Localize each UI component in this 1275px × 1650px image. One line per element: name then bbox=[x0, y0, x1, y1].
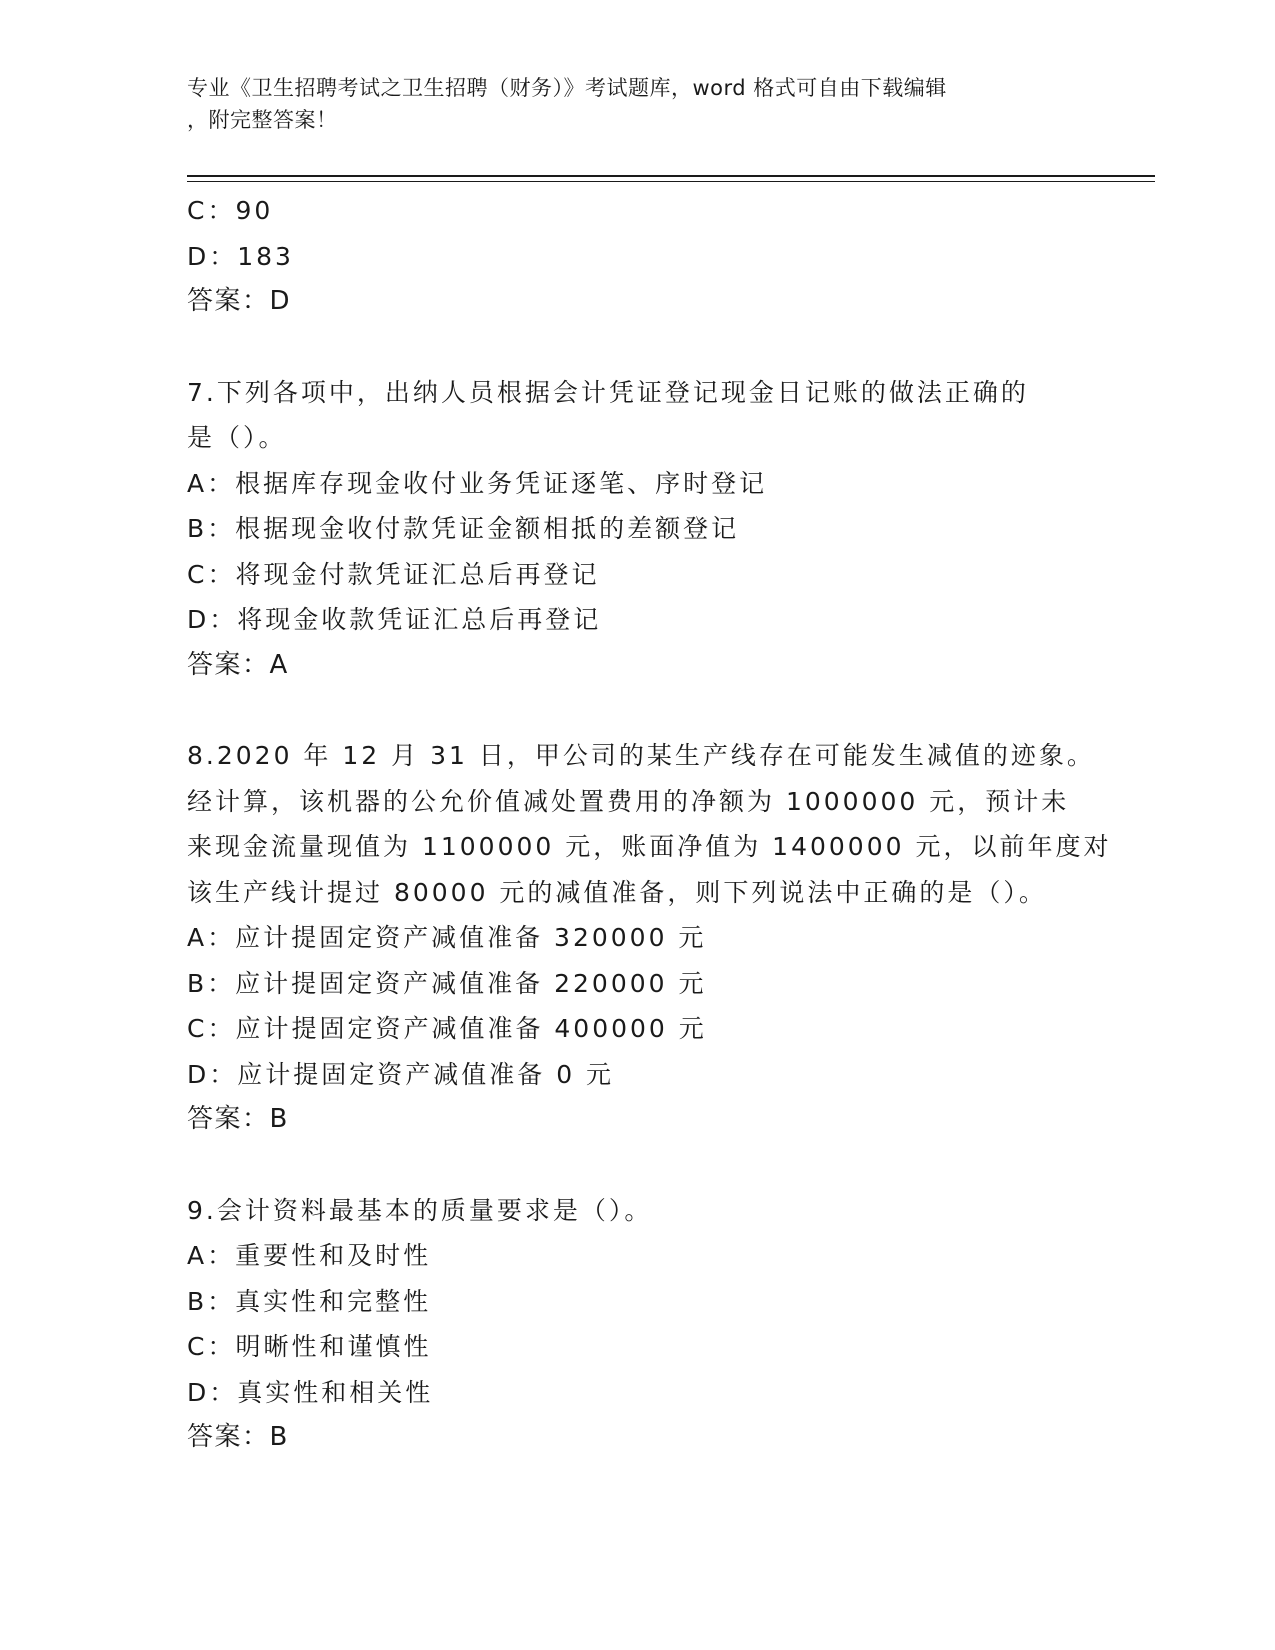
question-8 bbox=[187, 733, 1112, 1143]
spacer bbox=[187, 688, 1087, 733]
header-line-2: ，附完整答案！ bbox=[187, 108, 338, 132]
header-divider-thin bbox=[187, 181, 1155, 182]
option-c: C：90 bbox=[187, 196, 274, 225]
question-stem-line: 经计算，该机器的公允价值减处置费用的净额为 1000000 元，预计未 bbox=[187, 786, 1070, 816]
option-a: A：根据库存现金收付业务凭证逐笔、序时登记 bbox=[187, 468, 768, 498]
answer-line: 答案：D bbox=[187, 286, 292, 316]
option-b: B：应计提固定资产减值准备 220000 元 bbox=[187, 968, 707, 998]
question-stem-line: 是（）。 bbox=[187, 423, 287, 452]
option-b: B：根据现金收付款凭证金额相抵的差额登记 bbox=[187, 514, 740, 543]
answer-line: 答案：A bbox=[187, 649, 289, 680]
spacer bbox=[187, 325, 1087, 370]
answer-line: 答案：B bbox=[187, 1104, 289, 1134]
option-a: A：重要性和及时性 bbox=[187, 1241, 432, 1270]
option-d: D：183 bbox=[187, 241, 294, 271]
option-c: C：将现金付款凭证汇总后再登记 bbox=[187, 559, 600, 589]
header-line-1: 专业《卫生招聘考试之卫生招聘（财务）》考试题库，word 格式可自由下载编辑 bbox=[187, 76, 947, 100]
header-divider-thick bbox=[187, 175, 1155, 177]
option-c: C：明晰性和谨慎性 bbox=[187, 1332, 432, 1361]
answer-line: 答案：B bbox=[187, 1422, 289, 1452]
option-b: B：真实性和完整性 bbox=[187, 1286, 432, 1316]
question-6-continued bbox=[187, 188, 1087, 325]
option-d: D：应计提固定资产减值准备 0 元 bbox=[187, 1059, 615, 1089]
question-stem-line: 9.会计资料最基本的质量要求是（）。 bbox=[187, 1195, 653, 1225]
option-a: A：应计提固定资产减值准备 320000 元 bbox=[187, 923, 707, 952]
question-list bbox=[187, 188, 1112, 1461]
question-7 bbox=[187, 370, 1087, 689]
question-stem-line: 8.2020 年 12 月 31 日，甲公司的某生产线存在可能发生减值的迹象。 bbox=[187, 741, 1095, 770]
option-d: D：真实性和相关性 bbox=[187, 1377, 434, 1407]
question-stem-line: 来现金流量现值为 1100000 元，账面净值为 1400000 元，以前年度对 bbox=[187, 832, 1112, 861]
question-stem-line: 7.下列各项中，出纳人员根据会计凭证登记现金日记账的做法正确的 bbox=[187, 377, 1029, 407]
question-9 bbox=[187, 1188, 1087, 1461]
page-header bbox=[187, 72, 1067, 136]
option-d: D：将现金收款凭证汇总后再登记 bbox=[187, 605, 602, 634]
question-stem-line: 该生产线计提过 80000 元的减值准备，则下列说法中正确的是（）。 bbox=[187, 877, 1047, 907]
spacer bbox=[187, 1143, 1087, 1188]
option-c: C：应计提固定资产减值准备 400000 元 bbox=[187, 1014, 707, 1043]
